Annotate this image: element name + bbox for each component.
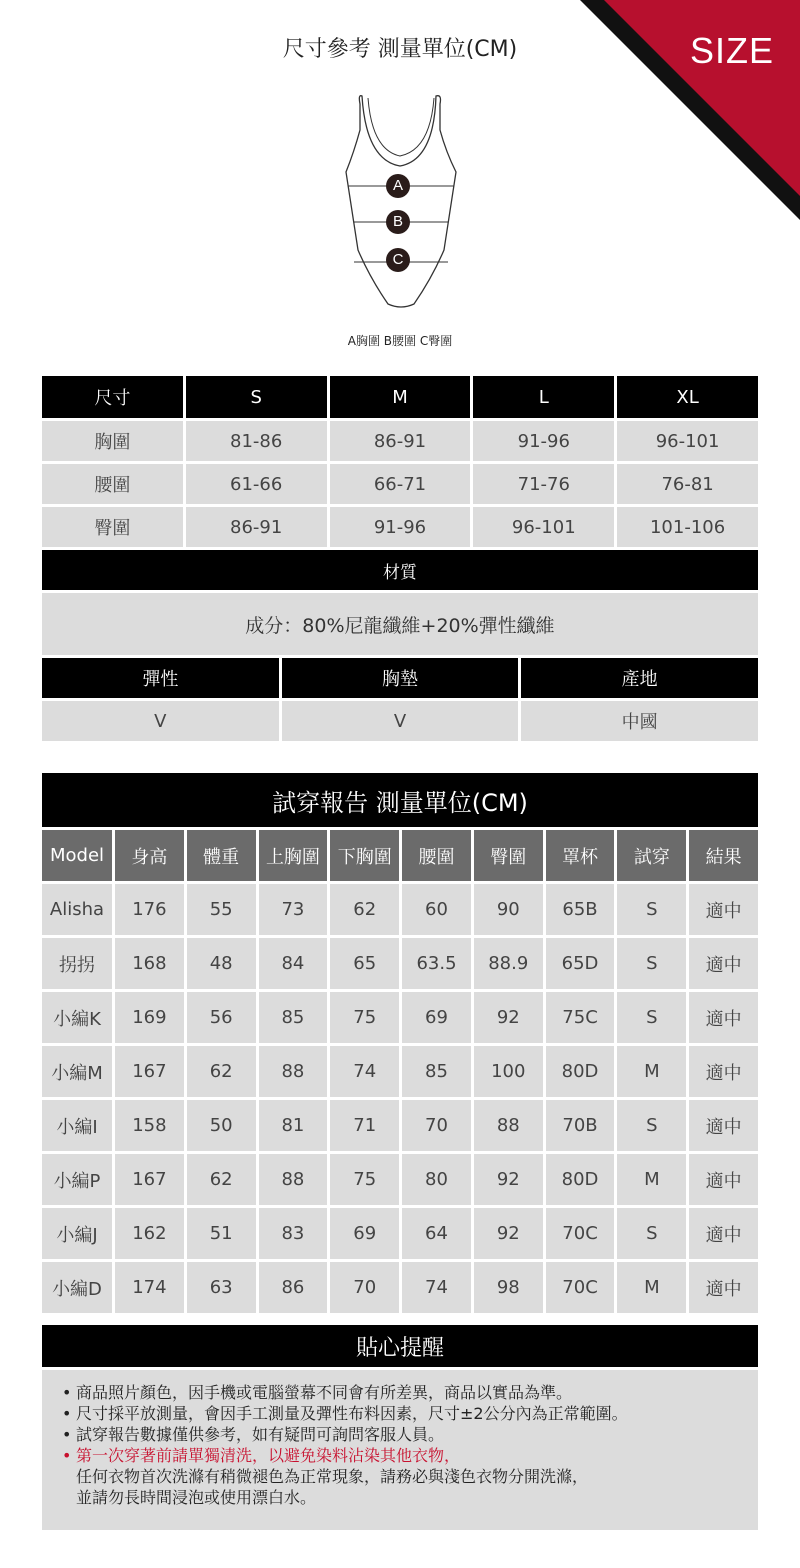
fit-cell: S xyxy=(617,938,686,989)
fit-cell: 65 xyxy=(330,938,399,989)
fit-cell: 176 xyxy=(115,884,184,935)
fit-cell: 70B xyxy=(546,1100,615,1151)
fit-cell: S xyxy=(617,1208,686,1259)
fit-cell: 70 xyxy=(402,1100,471,1151)
fit-model-name: 拐拐 xyxy=(42,938,112,989)
fit-cell: 69 xyxy=(402,992,471,1043)
fit-header-cell: 體重 xyxy=(187,830,256,881)
fit-cell: S xyxy=(617,992,686,1043)
size-header-cell: S xyxy=(186,376,327,418)
fit-cell: 80D xyxy=(546,1154,615,1205)
fit-cell: 86 xyxy=(259,1262,328,1313)
tip-item-continued: 並請勿長時間浸泡或使用漂白水。 xyxy=(76,1488,317,1507)
fit-cell: 適中 xyxy=(689,1262,758,1313)
fit-header-cell: 上胸圍 xyxy=(259,830,328,881)
fit-cell: 80D xyxy=(546,1046,615,1097)
fit-model-name: Alisha xyxy=(42,884,112,935)
size-cell: 76-81 xyxy=(617,464,758,504)
tips-list xyxy=(42,1370,758,1530)
size-cell: 71-76 xyxy=(473,464,614,504)
fit-cell: M xyxy=(617,1154,686,1205)
fit-cell: 100 xyxy=(474,1046,543,1097)
fit-cell: 70C xyxy=(546,1208,615,1259)
page-title: 尺寸參考 測量單位(CM) xyxy=(282,37,518,62)
fit-cell: 48 xyxy=(187,938,256,989)
size-cell: 91-96 xyxy=(473,421,614,461)
fit-cell: 75 xyxy=(330,1154,399,1205)
tip-item: • 商品照片顏色，因手機或電腦螢幕不同會有所差異，商品以實品為準。 xyxy=(62,1382,738,1403)
fit-cell: 92 xyxy=(474,1208,543,1259)
fit-cell: 84 xyxy=(259,938,328,989)
fit-cell: 適中 xyxy=(689,938,758,989)
size-row-label: 腰圍 xyxy=(42,464,183,504)
fit-cell: M xyxy=(617,1262,686,1313)
tip-item-warning: • 第一次穿著前請單獨清洗，以避免染料沾染其他衣物， xyxy=(62,1445,738,1466)
size-header-cell: XL xyxy=(617,376,758,418)
fit-cell: 適中 xyxy=(689,1208,758,1259)
fit-cell: M xyxy=(617,1046,686,1097)
size-cell: 66-71 xyxy=(330,464,471,504)
size-badge: SIZE xyxy=(689,30,774,71)
size-cell: 96-101 xyxy=(617,421,758,461)
fit-cell: 71 xyxy=(330,1100,399,1151)
fit-cell: 92 xyxy=(474,1154,543,1205)
feature-value-cell: V xyxy=(282,701,519,741)
fit-model-name: 小編M xyxy=(42,1046,112,1097)
fit-header-cell: 臀圍 xyxy=(474,830,543,881)
fit-model-name: 小編P xyxy=(42,1154,112,1205)
feature-value-cell: V xyxy=(42,701,279,741)
material-title: 材質 xyxy=(42,550,758,590)
fit-cell: 65B xyxy=(546,884,615,935)
size-row-label: 臀圍 xyxy=(42,507,183,547)
fit-model-name: 小編D xyxy=(42,1262,112,1313)
swimsuit-diagram xyxy=(340,90,462,320)
feature-header-cell: 產地 xyxy=(521,658,758,698)
fit-cell: 174 xyxy=(115,1262,184,1313)
size-cell: 86-91 xyxy=(186,507,327,547)
size-cell: 86-91 xyxy=(330,421,471,461)
fit-header-cell: 下胸圍 xyxy=(330,830,399,881)
fit-cell: 適中 xyxy=(689,1100,758,1151)
swimsuit-outline-icon xyxy=(340,90,462,320)
fit-cell: 167 xyxy=(115,1154,184,1205)
fit-cell: 70C xyxy=(546,1262,615,1313)
fit-header-cell: 身高 xyxy=(115,830,184,881)
fit-cell: 80 xyxy=(402,1154,471,1205)
fit-cell: 83 xyxy=(259,1208,328,1259)
fit-model-name: 小編J xyxy=(42,1208,112,1259)
fit-model-name: 小編K xyxy=(42,992,112,1043)
size-cell: 96-101 xyxy=(473,507,614,547)
fit-cell: 適中 xyxy=(689,1046,758,1097)
fit-header-cell: 罩杯 xyxy=(546,830,615,881)
fit-cell: 90 xyxy=(474,884,543,935)
fit-cell: 62 xyxy=(187,1046,256,1097)
fit-cell: 98 xyxy=(474,1262,543,1313)
feature-header-cell: 彈性 xyxy=(42,658,279,698)
fit-cell: 74 xyxy=(330,1046,399,1097)
fit-cell: 169 xyxy=(115,992,184,1043)
size-row-label: 胸圍 xyxy=(42,421,183,461)
feature-header-cell: 胸墊 xyxy=(282,658,519,698)
fit-cell: 適中 xyxy=(689,884,758,935)
fit-header-cell: Model xyxy=(42,830,112,881)
features-table xyxy=(42,658,758,741)
tip-item-continued: 任何衣物首次洗滌有稍微褪色為正常現象，請務必與淺色衣物分開洗滌， xyxy=(76,1467,589,1486)
fit-cell: 75C xyxy=(546,992,615,1043)
fit-cell: 51 xyxy=(187,1208,256,1259)
fit-cell: 62 xyxy=(187,1154,256,1205)
badge-b: B xyxy=(386,210,410,234)
fit-cell: 65D xyxy=(546,938,615,989)
size-header-cell: M xyxy=(330,376,471,418)
size-table xyxy=(42,376,758,547)
fit-cell: 88 xyxy=(259,1046,328,1097)
fit-cell: 60 xyxy=(402,884,471,935)
fit-cell: S xyxy=(617,884,686,935)
fit-report-table xyxy=(42,830,758,1313)
fit-header-cell: 試穿 xyxy=(617,830,686,881)
fit-cell: 167 xyxy=(115,1046,184,1097)
fit-cell: 85 xyxy=(402,1046,471,1097)
fit-header-cell: 結果 xyxy=(689,830,758,881)
fit-cell: 81 xyxy=(259,1100,328,1151)
fit-cell: 55 xyxy=(187,884,256,935)
size-cell: 101-106 xyxy=(617,507,758,547)
fit-cell: 168 xyxy=(115,938,184,989)
fit-cell: 88 xyxy=(474,1100,543,1151)
fit-cell: 56 xyxy=(187,992,256,1043)
material-value: 成分：80%尼龍纖維+20%彈性纖維 xyxy=(42,593,758,655)
fit-cell: 適中 xyxy=(689,1154,758,1205)
figure-caption: A胸圍 B腰圍 C臀圍 xyxy=(347,334,453,348)
fit-cell: 73 xyxy=(259,884,328,935)
fit-cell: 75 xyxy=(330,992,399,1043)
fit-cell: 63.5 xyxy=(402,938,471,989)
fit-cell: 70 xyxy=(330,1262,399,1313)
fit-cell: 88 xyxy=(259,1154,328,1205)
fit-cell: 158 xyxy=(115,1100,184,1151)
size-header-cell: 尺寸 xyxy=(42,376,183,418)
badge-a: A xyxy=(386,174,410,198)
fit-cell: 74 xyxy=(402,1262,471,1313)
fit-cell: 92 xyxy=(474,992,543,1043)
fit-cell: S xyxy=(617,1100,686,1151)
size-cell: 91-96 xyxy=(330,507,471,547)
fit-report-title: 試穿報告 測量單位(CM) xyxy=(42,773,758,827)
size-header-cell: L xyxy=(473,376,614,418)
tips-title: 貼心提醒 xyxy=(42,1325,758,1367)
fit-cell: 88.9 xyxy=(474,938,543,989)
fit-cell: 162 xyxy=(115,1208,184,1259)
fit-header-cell: 腰圍 xyxy=(402,830,471,881)
fit-cell: 50 xyxy=(187,1100,256,1151)
fit-cell: 69 xyxy=(330,1208,399,1259)
feature-value-cell: 中國 xyxy=(521,701,758,741)
tip-item: • 試穿報告數據僅供參考，如有疑問可詢問客服人員。 xyxy=(62,1424,738,1445)
fit-model-name: 小編I xyxy=(42,1100,112,1151)
size-cell: 61-66 xyxy=(186,464,327,504)
fit-cell: 適中 xyxy=(689,992,758,1043)
fit-cell: 85 xyxy=(259,992,328,1043)
badge-c: C xyxy=(386,248,410,272)
fit-cell: 64 xyxy=(402,1208,471,1259)
size-cell: 81-86 xyxy=(186,421,327,461)
fit-cell: 63 xyxy=(187,1262,256,1313)
fit-cell: 62 xyxy=(330,884,399,935)
tip-item: • 尺寸採平放測量，會因手工測量及彈性布料因素，尺寸±2公分內為正常範圍。 xyxy=(62,1403,738,1424)
